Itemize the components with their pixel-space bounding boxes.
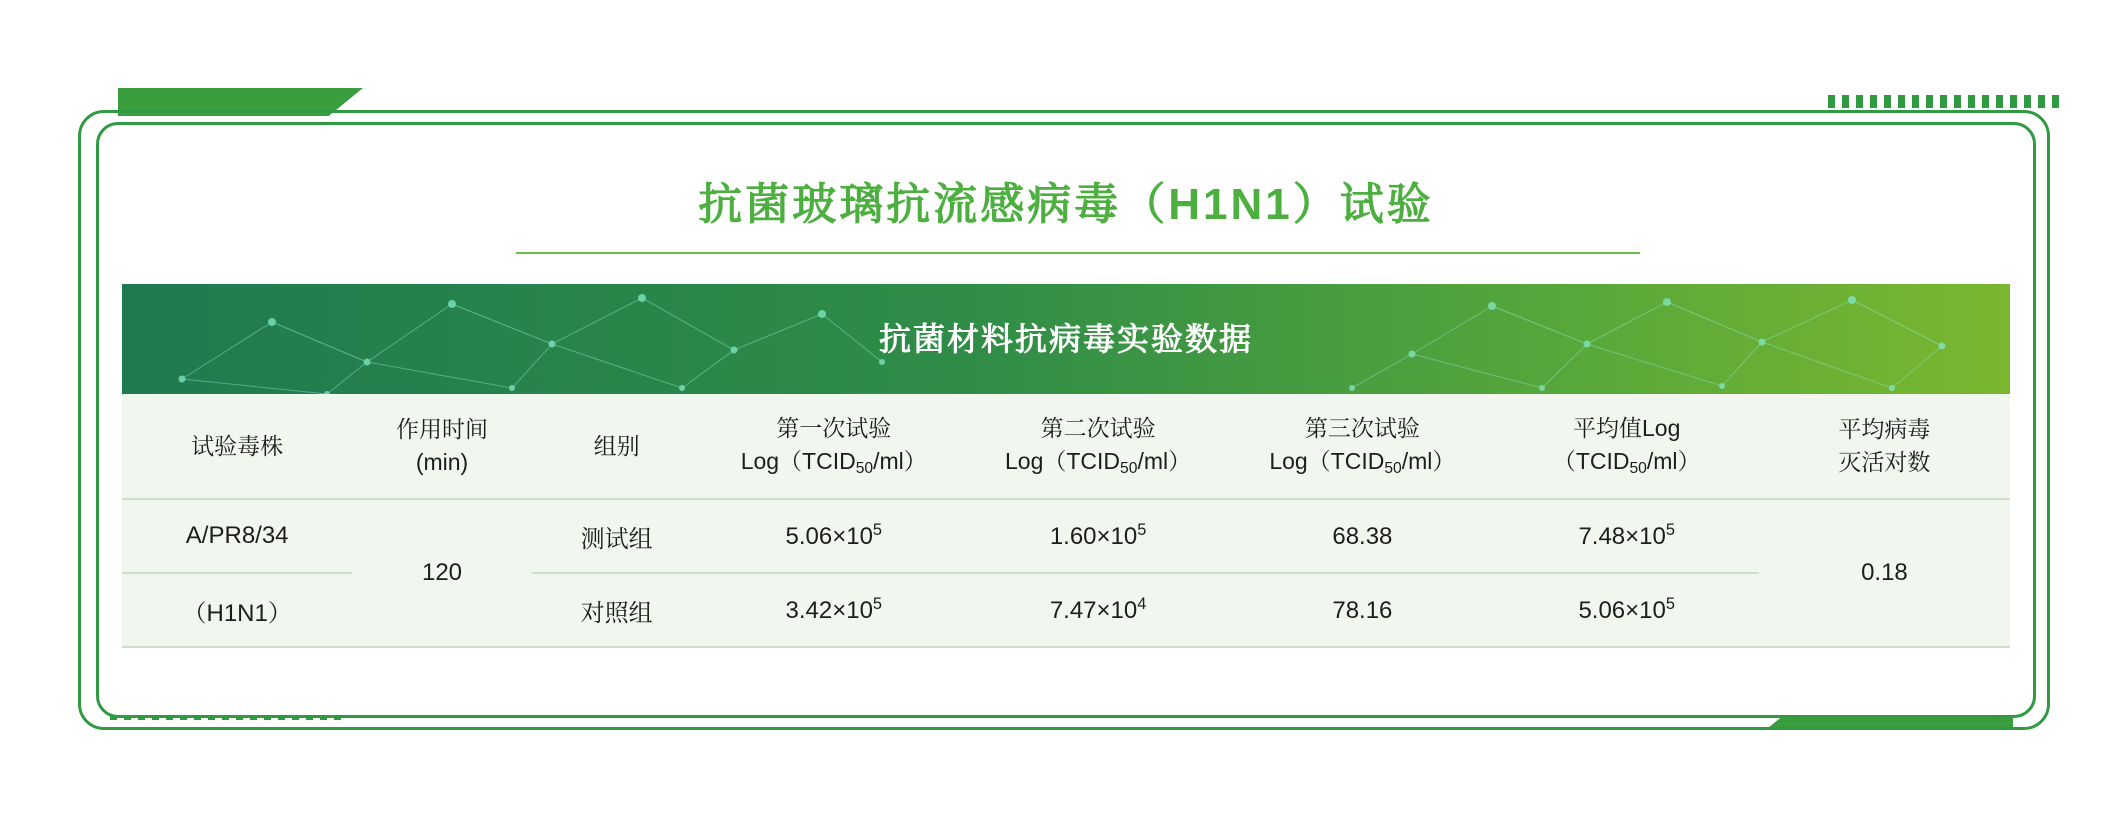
header-average-log: 平均值Log $(TCID_{50}/ml)$ (1495, 394, 1759, 499)
cell-test2-value: $1.60\times 10^5$ (966, 499, 1230, 573)
header-test-2: 第二次试验 $Log(TCID_{50}/ml)$ (966, 394, 1230, 499)
experiment-data-table (122, 394, 2010, 648)
cell-average-value: $7.48\times 10^5$ (1495, 499, 1759, 573)
cell-inactivation-log: 0.18 (1759, 499, 2010, 647)
cell-test1-value: $5.06\times 10^5$ (702, 499, 966, 573)
header-test-1: 第一次试验 $Log(TCID_{50}/ml)$ (702, 394, 966, 499)
cell-group-test: 测试组 (532, 499, 702, 573)
header-test-3: 第三次试验 $Log(TCID_{50}/ml)$ (1230, 394, 1494, 499)
cell-strain-line2: （H1N1） (122, 573, 352, 647)
header-group: 组别 (532, 394, 702, 499)
header-contact-time: 作用时间 (min) (352, 394, 531, 499)
table-header-row (122, 394, 2010, 499)
title-underline (516, 252, 1640, 254)
header-inactivation-log: 平均病毒 灭活对数 (1759, 394, 2010, 499)
page-title: 抗菌玻璃抗流感病毒（H1N1）试验 (698, 180, 1434, 229)
cell-average-value: $5.06\times 10^5$ (1495, 573, 1759, 647)
cell-test2-value: $7.47\times 10^4$ (966, 573, 1230, 647)
table-banner (122, 284, 2010, 394)
dotted-rule-top-right (1828, 95, 2060, 108)
table-row (122, 499, 2010, 573)
cell-contact-time: 120 (352, 499, 531, 647)
cell-test3-value: 78.16 (1230, 573, 1494, 647)
cell-strain-line1: A/PR8/34 (122, 499, 352, 573)
header-strain: 试验毒株 (122, 394, 352, 499)
cell-test3-value: 68.38 (1230, 499, 1494, 573)
table-banner-title: 抗菌材料抗病毒实验数据 (878, 321, 1253, 357)
cell-group-control: 对照组 (532, 573, 702, 647)
data-table-container (122, 284, 2010, 648)
cell-test1-value: $3.42\times 10^5$ (702, 573, 966, 647)
